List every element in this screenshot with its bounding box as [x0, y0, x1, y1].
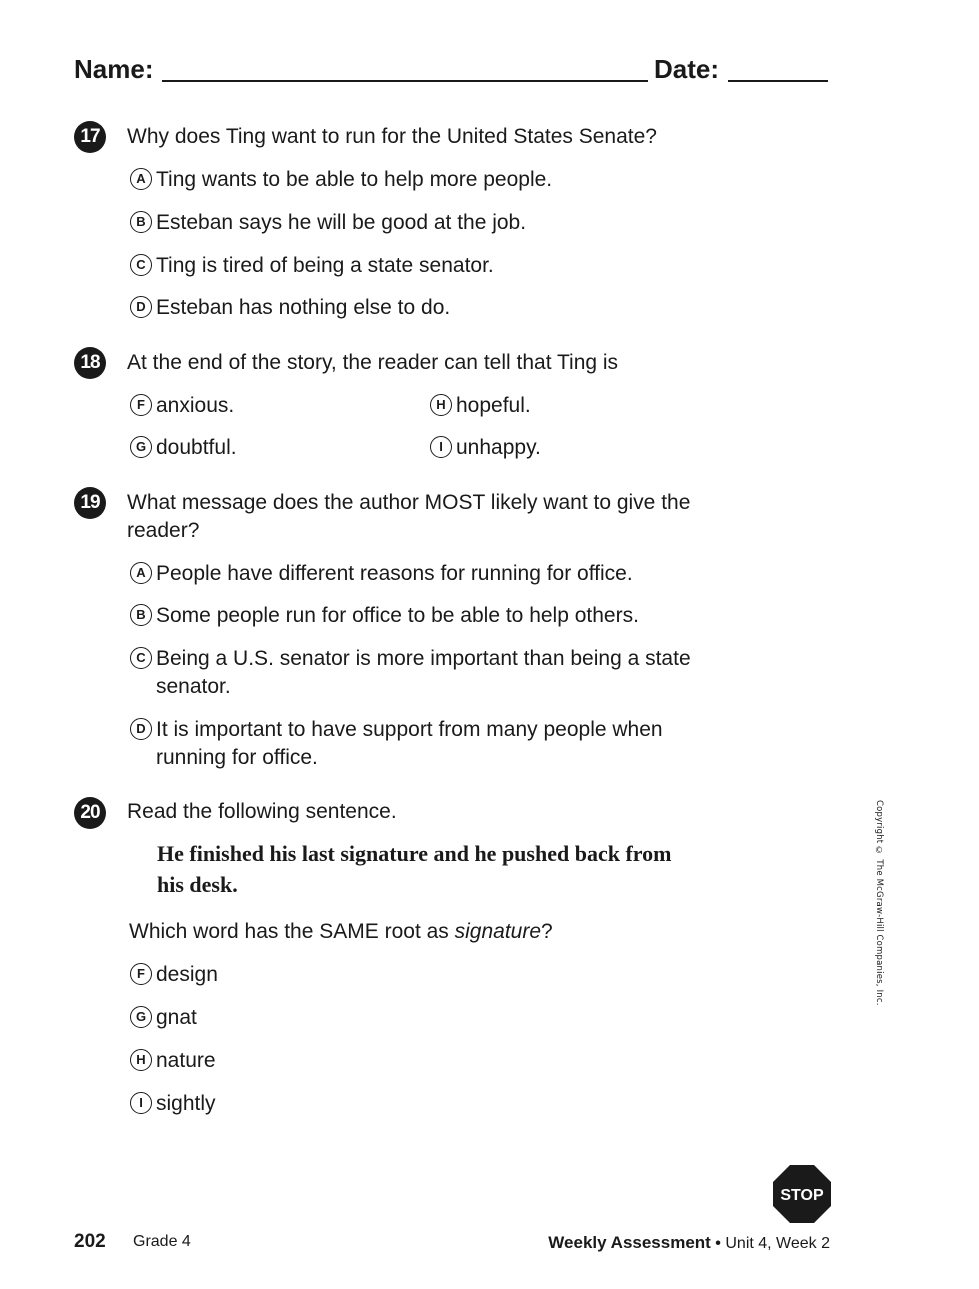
- answer-bubble[interactable]: G: [130, 1006, 152, 1028]
- question-19-prompt: What message does the author MOST likely want to give the reader?: [127, 491, 691, 542]
- option-text: nature: [156, 1049, 216, 1072]
- question-18-option-f[interactable]: [130, 392, 234, 420]
- name-label: Name:: [74, 54, 154, 84]
- answer-bubble[interactable]: H: [430, 394, 452, 416]
- question-19-option-b[interactable]: [130, 602, 710, 630]
- date-line[interactable]: [728, 80, 828, 82]
- followup-emphasis: signature: [454, 920, 542, 943]
- unit-week: Unit 4, Week 2: [725, 1235, 830, 1252]
- answer-bubble[interactable]: A: [130, 168, 152, 190]
- option-text: Ting is tired of being a state senator.: [156, 254, 494, 277]
- option-text: Ting wants to be able to help more people.: [156, 168, 553, 191]
- answer-bubble[interactable]: H: [130, 1049, 152, 1071]
- followup-text: Which word has the SAME root as: [129, 920, 455, 943]
- option-text: anxious.: [156, 394, 235, 417]
- option-text: It is important to have support from many people when running for office.: [156, 718, 663, 769]
- question-number-20: 20: [74, 797, 106, 829]
- stop-label: STOP: [780, 1187, 824, 1204]
- option-text: doubtful.: [156, 436, 237, 459]
- question-20-prompt: Read the following sentence.: [127, 800, 397, 823]
- question-20-option-f[interactable]: [130, 961, 218, 989]
- question-20-option-h[interactable]: [130, 1047, 216, 1075]
- question-20-followup: [129, 918, 729, 946]
- answer-bubble[interactable]: F: [130, 963, 152, 985]
- question-17-option-a[interactable]: [130, 166, 552, 194]
- question-19-option-a[interactable]: [130, 560, 710, 588]
- footer-bullet: •: [715, 1235, 721, 1252]
- question-18-prompt: At the end of the story, the reader can tell that Ting is: [127, 351, 619, 374]
- option-text: unhappy.: [456, 436, 541, 459]
- question-17-option-d[interactable]: [130, 294, 450, 322]
- quoted-sentence: He finished his last signature and he pushed back from his desk.: [157, 841, 672, 897]
- option-text: sightly: [156, 1092, 216, 1115]
- answer-bubble[interactable]: F: [130, 394, 152, 416]
- answer-bubble[interactable]: C: [130, 647, 152, 669]
- question-20-option-i[interactable]: [130, 1090, 216, 1118]
- question-18-option-i[interactable]: [430, 434, 541, 462]
- option-text: Some people run for office to be able to help others.: [156, 604, 639, 627]
- question-17-prompt: Why does Ting want to run for the United States Senate?: [127, 125, 657, 148]
- page-number: 202: [74, 1231, 106, 1252]
- copyright-notice: Copyright © The McGraw-Hill Companies, Inc.: [874, 800, 884, 1006]
- option-text: hopeful.: [456, 394, 531, 417]
- option-text: Being a U.S. senator is more important than being a state senator.: [156, 647, 691, 698]
- name-line[interactable]: [162, 80, 648, 82]
- answer-bubble[interactable]: G: [130, 436, 152, 458]
- question-19-option-c[interactable]: [130, 645, 695, 701]
- option-text: Esteban says he will be good at the job.: [156, 211, 527, 234]
- answer-bubble[interactable]: C: [130, 254, 152, 276]
- question-number-17: 17: [74, 121, 106, 153]
- assessment-title: Weekly Assessment: [548, 1233, 711, 1252]
- date-label: Date:: [654, 54, 720, 84]
- question-number-19: 19: [74, 487, 106, 519]
- question-number-18: 18: [74, 347, 106, 379]
- question-17-option-b[interactable]: [130, 209, 526, 237]
- stop-sign-icon: [773, 1165, 831, 1223]
- answer-bubble[interactable]: I: [430, 436, 452, 458]
- answer-bubble[interactable]: D: [130, 296, 152, 318]
- answer-bubble[interactable]: A: [130, 562, 152, 584]
- footer-assessment-info: [548, 1233, 830, 1253]
- question-19-option-d[interactable]: [130, 716, 670, 772]
- grade-label: Grade 4: [133, 1233, 191, 1250]
- option-text: Esteban has nothing else to do.: [156, 296, 451, 319]
- question-17-option-c[interactable]: [130, 252, 494, 280]
- answer-bubble[interactable]: B: [130, 604, 152, 626]
- question-18-option-g[interactable]: [130, 434, 237, 462]
- option-text: design: [156, 963, 218, 986]
- answer-bubble[interactable]: D: [130, 718, 152, 740]
- option-text: gnat: [156, 1006, 197, 1029]
- option-text: People have different reasons for running for office.: [156, 562, 633, 585]
- answer-bubble[interactable]: B: [130, 211, 152, 233]
- answer-bubble[interactable]: I: [130, 1092, 152, 1114]
- question-18-option-h[interactable]: [430, 392, 531, 420]
- followup-punctuation: ?: [541, 920, 553, 943]
- question-20-option-g[interactable]: [130, 1004, 197, 1032]
